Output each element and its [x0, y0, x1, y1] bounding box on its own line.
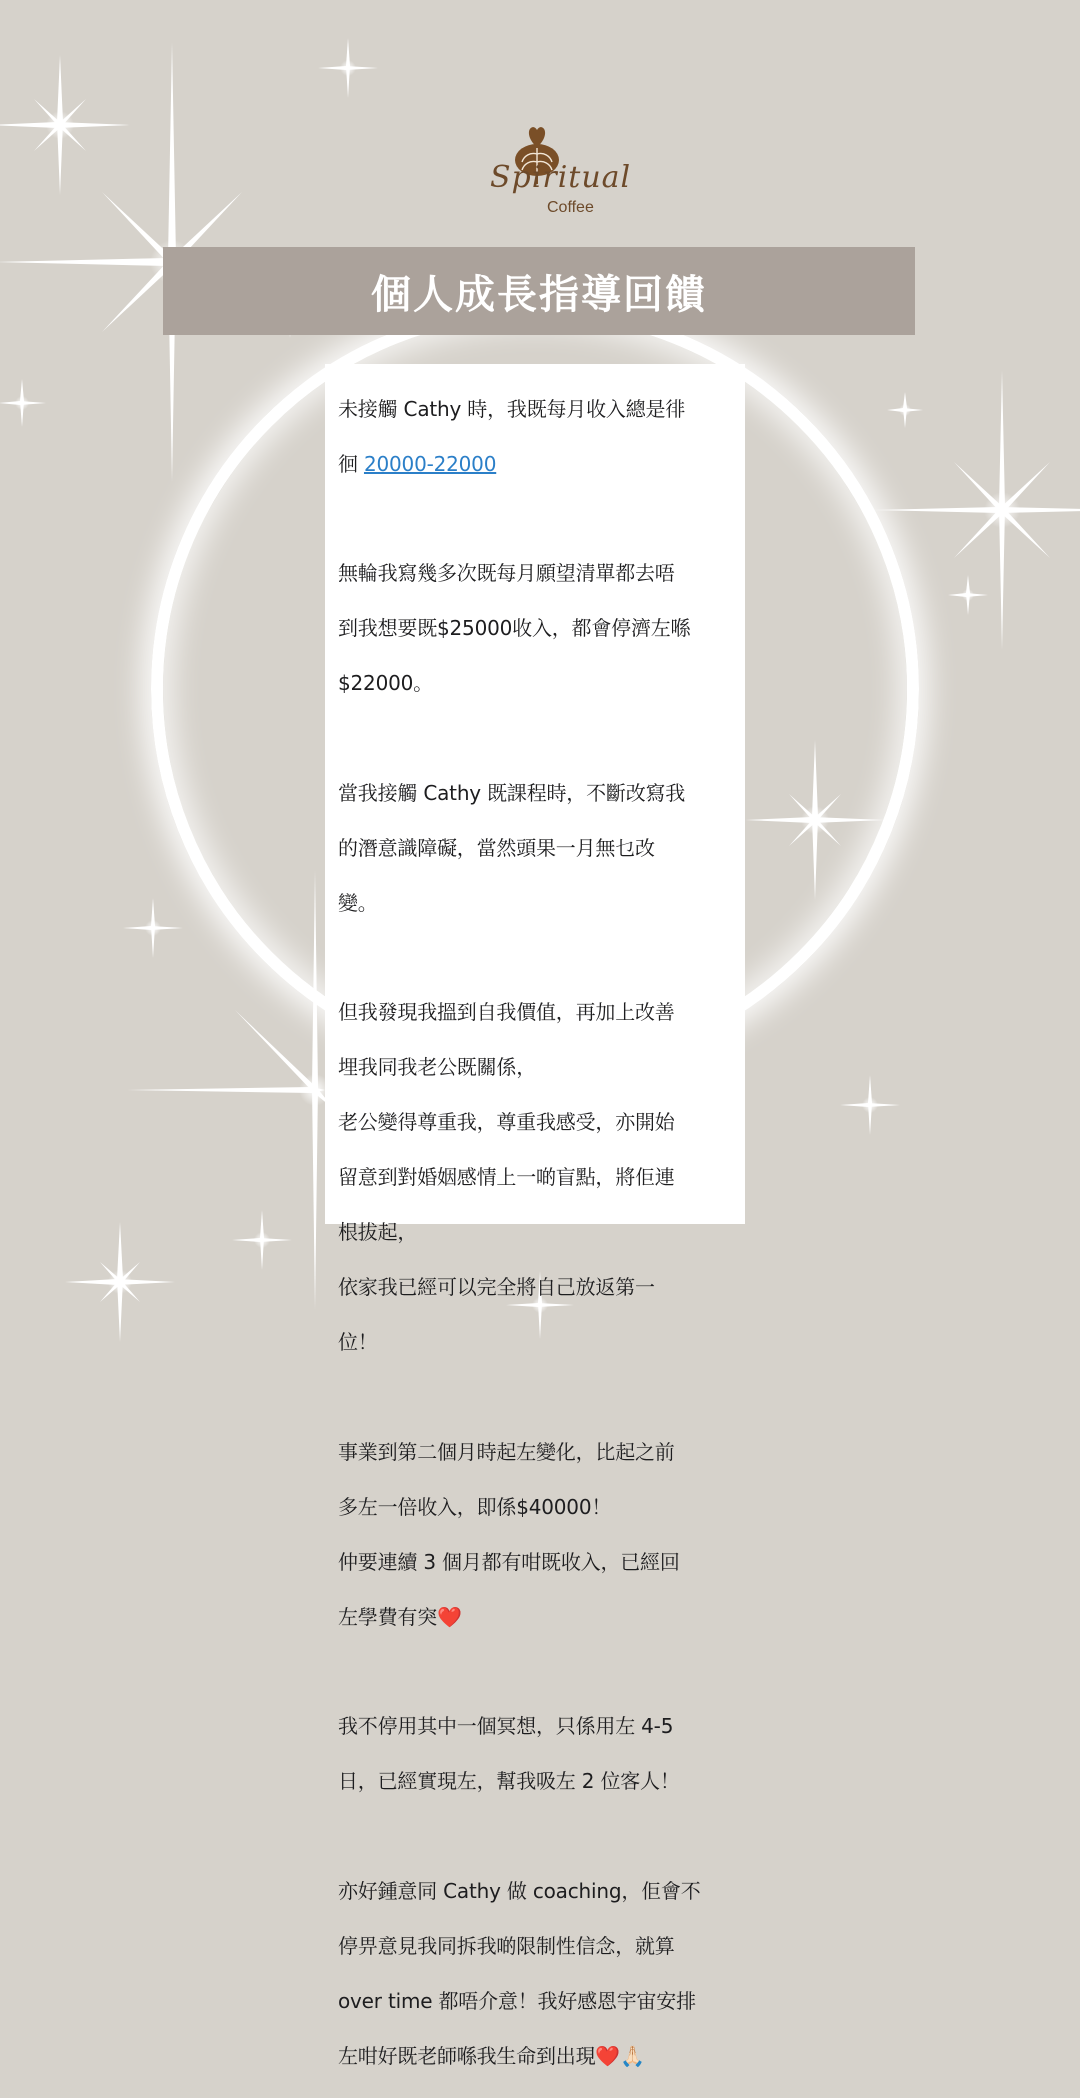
- sparkle-icon: [125, 870, 335, 1310]
- message-text: 徊: [338, 451, 364, 476]
- message-line: 亦好鍾意同 Cathy 做 coaching，佢會不: [338, 1878, 701, 1903]
- sparkle-icon: [745, 740, 885, 900]
- message-paragraph-5: [338, 1411, 735, 1659]
- message-text: 左咁好既老師喺我生命到出現: [338, 2043, 596, 2068]
- message-line: 無輪我寫幾多次既每月願望清單都去唔: [338, 561, 675, 585]
- message-line: 未接觸 Cathy 時，我既每月收入總是徘: [338, 396, 686, 421]
- message-line: 變。: [338, 890, 378, 915]
- sparkle-icon: [232, 1210, 292, 1270]
- message-line: over time 都唔介意！我好感恩宇宙安排: [338, 1988, 696, 2013]
- message-paragraph-3: [338, 752, 735, 945]
- heart-pray-icon: ❤️🙏🏻: [595, 2043, 645, 2068]
- message-line: 我不停用其中一個冥想，只係用左 4-5: [338, 1714, 674, 1738]
- brand-name-sub: Coffee: [547, 199, 594, 216]
- message-line: 停畀意見我同拆我啲限制性信念，就算: [338, 1933, 675, 1958]
- message-line: 留意到對婚姻感情上一啲盲點，將佢連: [338, 1165, 675, 1189]
- page-title: 個人成長指導回饋: [371, 270, 707, 318]
- sparkle-icon: [948, 575, 988, 615]
- message-line: 的潛意識障礙，當然頭果一月無乜改: [338, 835, 655, 860]
- message-line: 事業到第二個月時起左變化，比起之前: [338, 1439, 675, 1464]
- sparkle-icon: [123, 898, 183, 958]
- sparkle-icon: [65, 1222, 175, 1342]
- income-range-link[interactable]: 20000-22000: [363, 451, 497, 476]
- message-text: 左學費有突: [338, 1604, 437, 1629]
- message-line: 仲要連續 3 個月都有咁既收入，已經回: [338, 1549, 680, 1574]
- message-line: 但我發現我搵到自我價值，再加上改善: [338, 1000, 675, 1024]
- message-line: [338, 1604, 735, 1632]
- sparkle-icon: [0, 379, 46, 427]
- message-line: 多左一倍收入，即係$40000！: [338, 1494, 612, 1519]
- message-line: 日，已經實現左，幫我吸左 2 位客人！: [338, 1769, 680, 1793]
- message-line: [338, 451, 735, 479]
- message-paragraph-7: [338, 1850, 735, 2098]
- message-paragraph-4: [338, 972, 735, 1385]
- title-banner: [163, 247, 915, 335]
- message-line: 依家我已經可以完全將自己放返第一: [338, 1275, 655, 1299]
- message-line: 根拔起，: [338, 1220, 418, 1244]
- testimonial-message-card: [325, 364, 745, 2068]
- message-line: 到我想要既$25000收入，都會停濟左喺: [338, 616, 691, 640]
- message-line: 埋我同我老公既關係，: [338, 1055, 536, 1079]
- message-paragraph-6: [338, 1686, 735, 1824]
- message-paragraph-1: [338, 368, 735, 506]
- sparkle-icon: [318, 38, 378, 98]
- sparkle-icon: [840, 1075, 900, 1135]
- message-line: 老公變得尊重我，尊重我感受，亦開始: [338, 1110, 675, 1134]
- message-line: 位！: [338, 1330, 378, 1354]
- sparkle-icon: [0, 55, 130, 195]
- message-line: $22000。: [338, 671, 433, 695]
- message-line: 當我接觸 Cathy 既課程時，不斷改寫我: [338, 780, 686, 805]
- sparkle-icon: [887, 392, 923, 428]
- message-paragraph-2: [338, 533, 735, 726]
- brand-name-script: Spiritual: [490, 160, 632, 195]
- message-line: [338, 2043, 735, 2071]
- heart-icon: ❤️: [437, 1604, 462, 1629]
